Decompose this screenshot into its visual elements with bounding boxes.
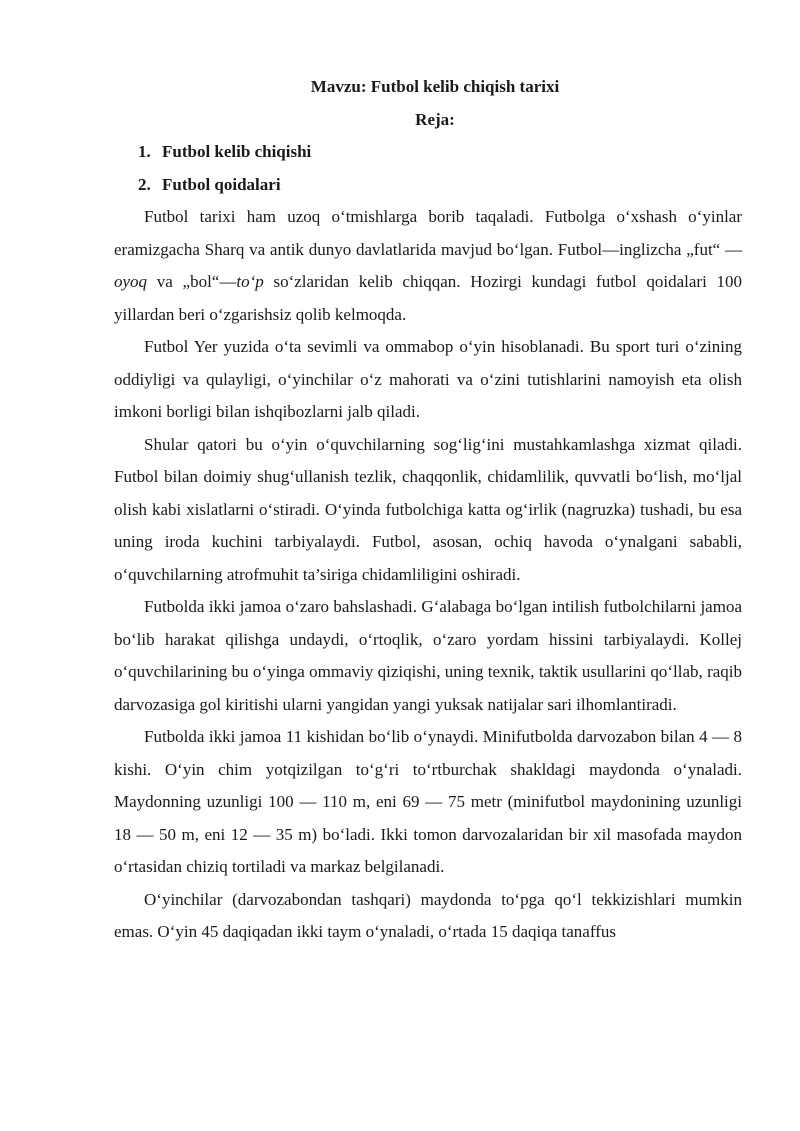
paragraph-4: Futbolda ikki jamoa o‘zaro bahslashadi. G‘alabaga bo‘lgan intilish futbolchilarni jamoa bo‘lib harakat qilishga undaydi, o‘rtoqlik, o‘zaro yordam hissini tarbiyalaydi. Kollej o‘quvchilarining bu o‘yinga ommaviy qiziqishi, uning texnik, taktik usullarini qo‘llab, raqib darvozasiga gol kiritishi ularni yangidan yangi yuksak natijalar sari ilhomlantiradi. [114, 597, 742, 714]
page-title: Mavzu: Futbol kelib chiqish tarixi [310, 77, 560, 96]
document-body [114, 71, 742, 949]
plan-heading: Reja: [415, 109, 455, 129]
paragraph-2: Futbol Yer yuzida o‘ta sevimli va ommabop o‘yin hisoblanadi. Bu sport turi o‘zining oddiyligi va qulayligi, o‘yinchilar o‘z mahorati va o‘zini tutishlarini namoyish eta olish imkoni borligi bilan ishqibozlarni jalb qiladi. [114, 337, 742, 421]
plan-item-text: Futbol qoidalari [162, 174, 281, 194]
plan-item-number: 2. [138, 174, 151, 194]
plan-item [114, 169, 742, 202]
paragraph-1-term-oyoq: oyoq [114, 272, 148, 291]
paragraph-1 [114, 201, 742, 331]
paragraph-3: Shular qatori bu o‘yin o‘quvchilarning sog‘lig‘ini mustahkamlashga xizmat qiladi. Futbol bilan doimiy shug‘ullanish tezlik, chaqqonlik, chidamlilik, quvvatli bo‘lish, mo‘ljal olish kabi xislatlarni o‘stiradi. O‘yinda futbolchiga katta og‘irlik (nagruzka) tushadi, bu esa uning iroda kuchini tarbiyalaydi. Futbol, asosan, ochiq havoda o‘ynalgani sababli, o‘quvchilarning atrofmuhit ta’siriga chidamliligini oshiradi. [114, 434, 742, 584]
paragraph-1-term-top: to‘p [236, 272, 264, 291]
plan-list [114, 136, 742, 201]
plan-item-number: 1. [138, 142, 151, 161]
plan-item-text: Futbol kelib chiqishi [162, 142, 312, 161]
paragraph-1-part-e: so‘zlaridan kelib chiqqan. Hozirgi kundagi futbol qoidalari 100 yillardan beri o‘zgarishsiz qolib kelmoqda. [114, 272, 743, 324]
paragraph-1-part-c: va „bol“— [147, 272, 237, 291]
paragraph-1-part-a: Futbol tarixi ham uzoq o‘tmishlarga borib taqaladi. Futbolga o‘xshash o‘yinlar eramizgacha Sharq va antik dunyo davlatlarida mavjud bo‘lgan. Futbol—inglizcha „fut“ — [114, 207, 742, 259]
plan-item [114, 136, 742, 169]
paragraph-5: Futbolda ikki jamoa 11 kishidan bo‘lib o‘ynaydi. Minifutbolda darvozabon bilan 4 — 8 kishi. O‘yin chim yotqizilgan to‘g‘ri to‘rtburchak shakldagi maydonda o‘ynaladi. Maydonning uzunligi 100 — 110 m, eni 69 — 75 metr (minifutbol maydonining uzunligi 18 — 50 m, eni 12 — 35 m) bo‘ladi. Ikki tomon darvozalaridan bir xil masofada maydon o‘rtasidan chiziq tortiladi va markaz belgilanadi. [114, 727, 742, 876]
paragraph-6: O‘yinchilar (darvozabondan tashqari) maydonda to‘pga qo‘l tekkizishlari mumkin emas. O‘yin 45 daqiqadan ikki taym o‘ynaladi, o‘rtada 15 daqiqa tanaffus [114, 889, 742, 941]
